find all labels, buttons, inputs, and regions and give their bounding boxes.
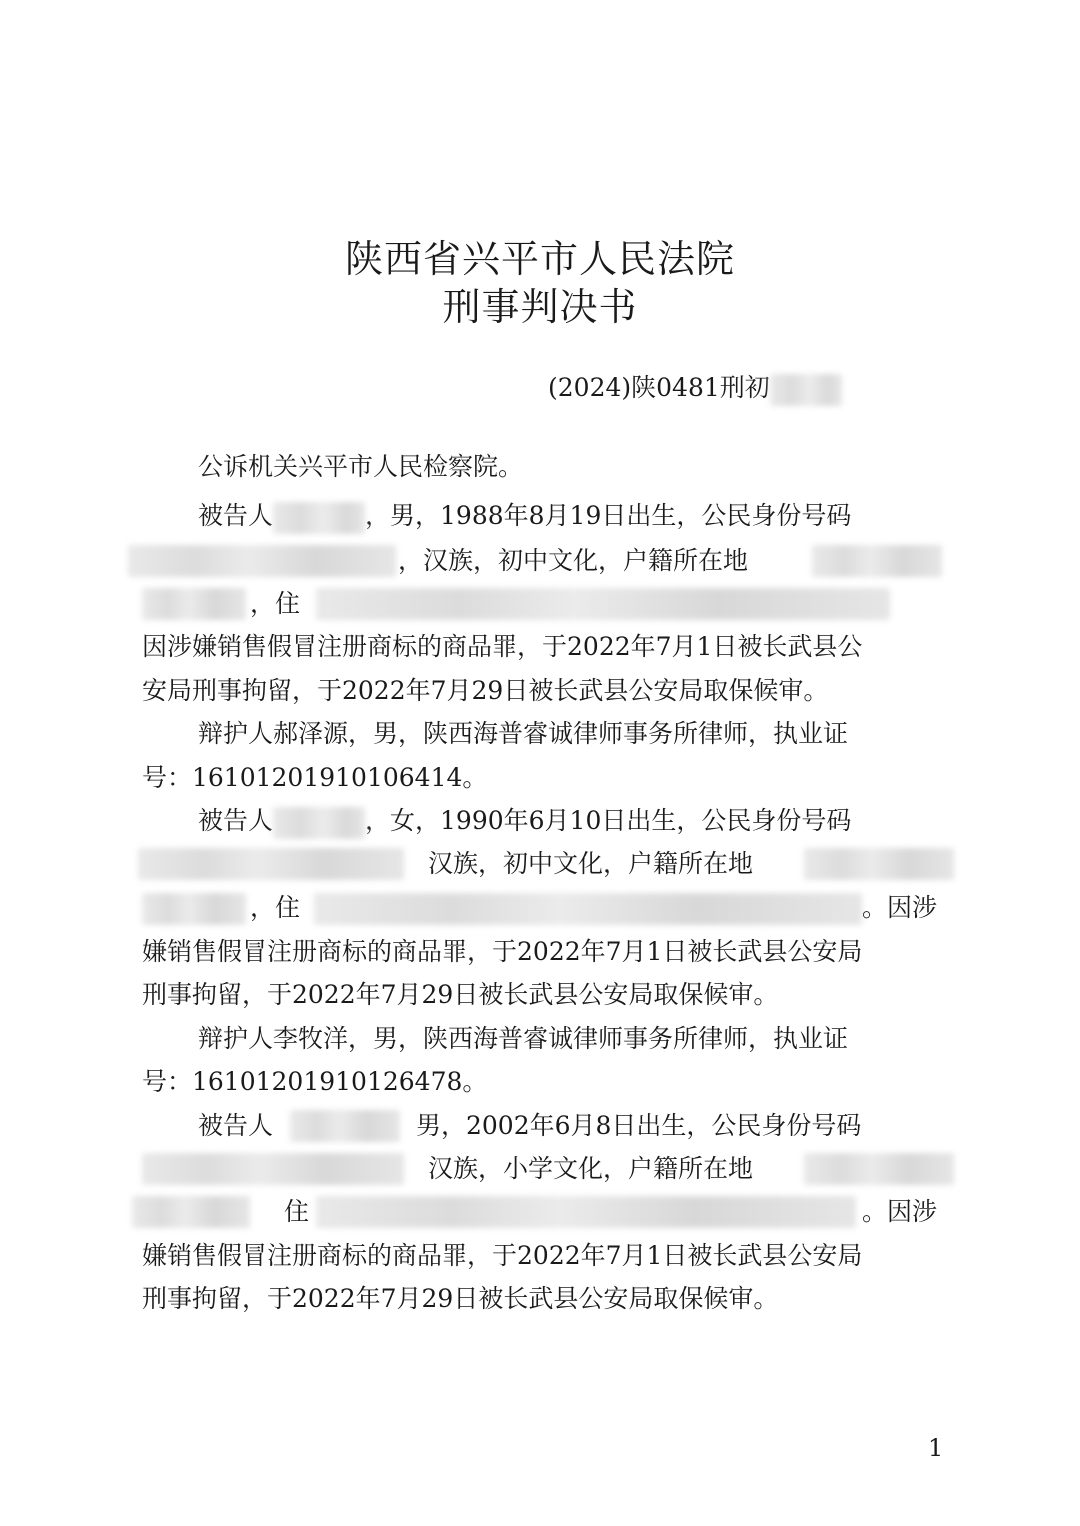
defendant2-prefix: 被告人 [198, 806, 274, 835]
defendant3-line5: 刑事拘留，于2022年7月29日被长武县公安局取保候审。 [142, 1284, 779, 1313]
redacted-case-number [770, 374, 842, 406]
prosecutor-line: 公诉机关兴平市人民检察院。 [198, 452, 524, 481]
defendant3-line4: 嫌销售假冒注册商标的商品罪，于2022年7月1日被长武县公安局 [142, 1241, 863, 1270]
defendant1-prefix: 被告人 [198, 501, 274, 530]
redacted-name [290, 1110, 400, 1142]
redacted-household-address-cont [142, 588, 246, 620]
redacted-id-number [142, 1153, 404, 1185]
redacted-household-address [812, 545, 942, 577]
defendant3-line3-prefix: 住 [284, 1197, 310, 1226]
defendant1-line2: ，汉族，初中文化，户籍所在地 [398, 546, 749, 575]
lawyer2-line1: 辩护人李牧洋，男，陕西海普睿诚律师事务所律师，执业证 [198, 1024, 849, 1053]
defendant2-line4: 嫌销售假冒注册商标的商品罪，于2022年7月1日被长武县公安局 [142, 937, 863, 966]
defendant2-line5: 刑事拘留，于2022年7月29日被长武县公安局取保候审。 [142, 980, 779, 1009]
defendant1-line1 [198, 498, 851, 534]
defendant2-line3-prefix: ，住 [250, 893, 301, 922]
defendant3-prefix: 被告人 [198, 1111, 274, 1140]
redacted-name [273, 502, 365, 534]
redacted-id-number [128, 545, 396, 577]
redacted-household-address [804, 848, 954, 880]
defendant1-line5: 安局刑事拘留，于2022年7月29日被长武县公安局取保候审。 [142, 676, 829, 705]
defendant3-line3-suffix: 。因涉 [862, 1197, 938, 1226]
redacted-id-number [138, 848, 404, 880]
document-type-heading: 刑事判决书 [442, 285, 638, 329]
redacted-name [273, 807, 365, 839]
defendant1-line1-text: ，男，1988年8月19日出生，公民身份号码 [365, 501, 852, 530]
lawyer1-line2: 号：16101201910106414。 [142, 763, 488, 792]
lawyer1-line1: 辩护人郝泽源，男，陕西海普睿诚律师事务所律师，执业证 [198, 719, 849, 748]
case-number [548, 368, 842, 406]
redacted-household-address-cont [132, 1196, 250, 1228]
defendant1-line4: 因涉嫌销售假冒注册商标的商品罪，于2022年7月1日被长武县公 [142, 632, 863, 661]
redacted-residence [314, 893, 862, 925]
court-name-heading: 陕西省兴平市人民法院 [344, 237, 735, 281]
page-number: 1 [928, 1434, 944, 1462]
defendant2-line1-text: ，女，1990年6月10日出生，公民身份号码 [365, 806, 852, 835]
defendant1-line3: ，住 [250, 589, 301, 618]
lawyer2-line2: 号：16101201910126478。 [142, 1067, 488, 1096]
redacted-residence [316, 1196, 856, 1228]
case-number-text: (2024)陕0481刑初 [548, 373, 770, 402]
defendant2-line3-suffix: 。因涉 [862, 893, 938, 922]
defendant2-line1 [198, 803, 851, 839]
redacted-residence [316, 588, 890, 620]
redacted-household-address-cont [142, 893, 246, 925]
defendant2-line2: 汉族，初中文化，户籍所在地 [428, 849, 754, 878]
defendant3-line2: 汉族，小学文化，户籍所在地 [428, 1154, 754, 1183]
redacted-household-address [804, 1153, 954, 1185]
defendant3-line1-text: 男，2002年6月8日出生，公民身份号码 [416, 1111, 862, 1140]
